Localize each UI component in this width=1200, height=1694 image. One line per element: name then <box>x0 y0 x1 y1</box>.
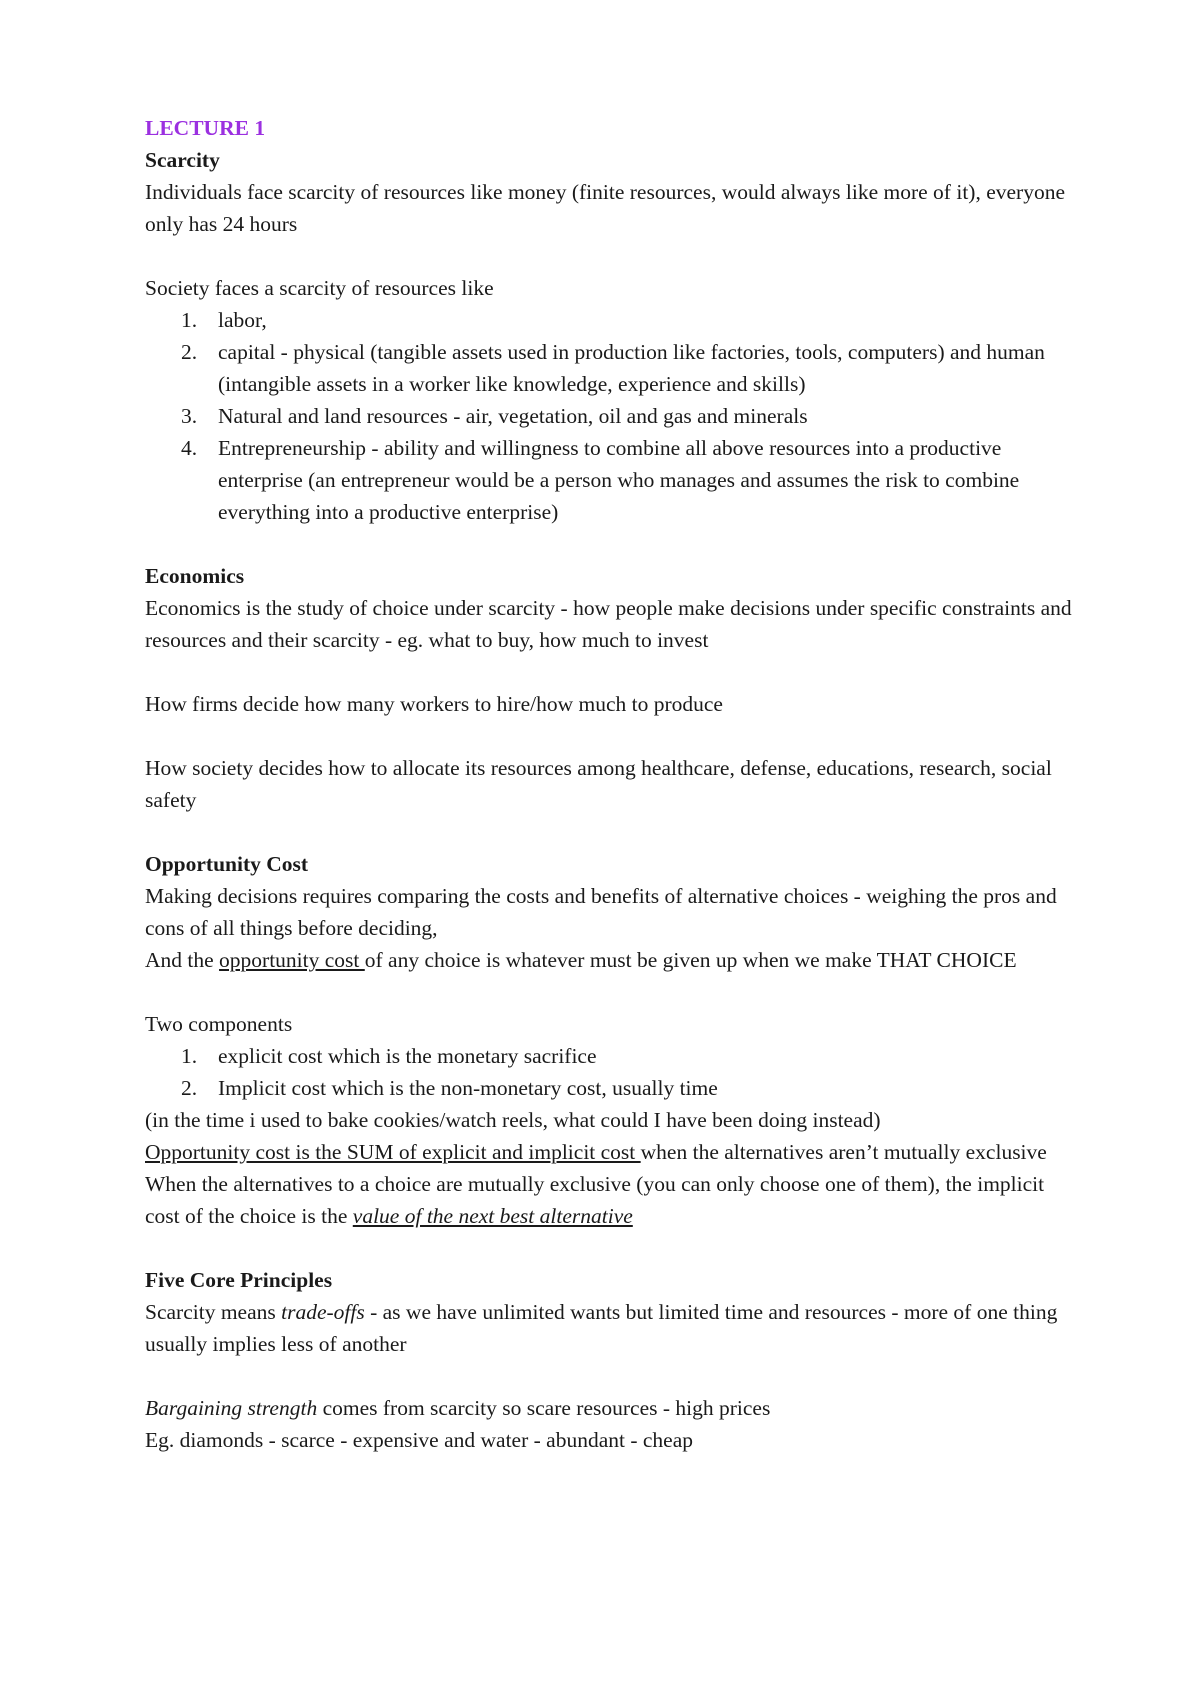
spacer <box>145 656 1075 688</box>
spacer <box>145 720 1075 752</box>
list-item: 3. Natural and land resources - air, vegetation, oil and gas and minerals <box>181 404 808 428</box>
spacer <box>145 976 1075 1008</box>
principles-heading: Five Core Principles <box>145 1268 333 1292</box>
emphasized-term: trade-offs <box>281 1300 365 1324</box>
principles-paragraph-3: Eg. diamonds - scarce - expensive and water - abundant - cheap <box>145 1428 694 1452</box>
components-list <box>145 1040 1075 1104</box>
economics-paragraph-2: How firms decide how many workers to hire/how much to produce <box>145 692 723 716</box>
document-page <box>145 112 1075 1456</box>
list-item: 2. Implicit cost which is the non-monetary cost, usually time <box>181 1076 718 1100</box>
spacer <box>145 240 1075 272</box>
spacer <box>145 816 1075 848</box>
lecture-title: LECTURE 1 <box>145 116 266 140</box>
scarcity-heading: Scarcity <box>145 148 220 172</box>
list-item: 1. explicit cost which is the monetary sacrifice <box>181 1044 597 1068</box>
spacer <box>145 1360 1075 1392</box>
scarcity-paragraph-2: Society faces a scarcity of resources like <box>145 276 494 300</box>
list-item: 2. capital - physical (tangible assets used in production like factories, tools, computers) and human (intangible assets in a worker like knowledge, experience and skills) <box>181 340 1045 396</box>
opportunity-cost-paragraph-2: And the opportunity cost of any choice is whatever must be given up when we make THAT CHOICE <box>145 948 1017 972</box>
economics-heading: Economics <box>145 564 245 588</box>
principles-paragraph-2: Bargaining strength comes from scarcity so scare resources - high prices <box>145 1396 771 1420</box>
principles-paragraph-1: Scarcity means trade-offs - as we have unlimited wants but limited time and resources - more of one thing usually implies less of another <box>145 1300 1058 1356</box>
spacer <box>145 1232 1075 1264</box>
list-item: 1. labor, <box>181 308 267 332</box>
opportunity-cost-paragraph-3: (in the time i used to bake cookies/watch reels, what could I have been doing instead) <box>145 1108 881 1132</box>
spacer <box>145 528 1075 560</box>
economics-paragraph-3: How society decides how to allocate its resources among healthcare, defense, educations, research, social safety <box>145 756 1052 812</box>
opportunity-cost-paragraph-1: Making decisions requires comparing the costs and benefits of alternative choices - weighing the pros and cons of all things before deciding, <box>145 884 1057 940</box>
economics-paragraph-1: Economics is the study of choice under scarcity - how people make decisions under specific constraints and resources and their scarcity - eg. what to buy, how much to invest <box>145 596 1072 652</box>
underlined-sentence: Opportunity cost is the SUM of explicit and implicit cost <box>145 1140 641 1164</box>
opportunity-cost-paragraph-4: Opportunity cost is the SUM of explicit and implicit cost when the alternatives aren’t mutually exclusive <box>145 1140 1047 1164</box>
opportunity-cost-heading: Opportunity Cost <box>145 852 309 876</box>
scarcity-paragraph-1: Individuals face scarcity of resources like money (finite resources, would always like more of it), everyone only has 24 hours <box>145 180 1065 236</box>
emphasized-phrase: value of the next best alternative <box>352 1204 633 1228</box>
underlined-term: opportunity cost <box>219 948 365 972</box>
resources-list <box>145 304 1075 528</box>
components-intro: Two components <box>145 1012 293 1036</box>
opportunity-cost-paragraph-5: When the alternatives to a choice are mutually exclusive (you can only choose one of them), the implicit cost of the choice is the value of the next best alternative <box>145 1172 1045 1228</box>
emphasized-term: Bargaining strength <box>145 1396 318 1420</box>
list-item: 4. Entrepreneurship - ability and willingness to combine all above resources into a productive enterprise (an entrepreneur would be a person who manages and assumes the risk to combine everything into a productive enterprise) <box>181 436 1020 524</box>
